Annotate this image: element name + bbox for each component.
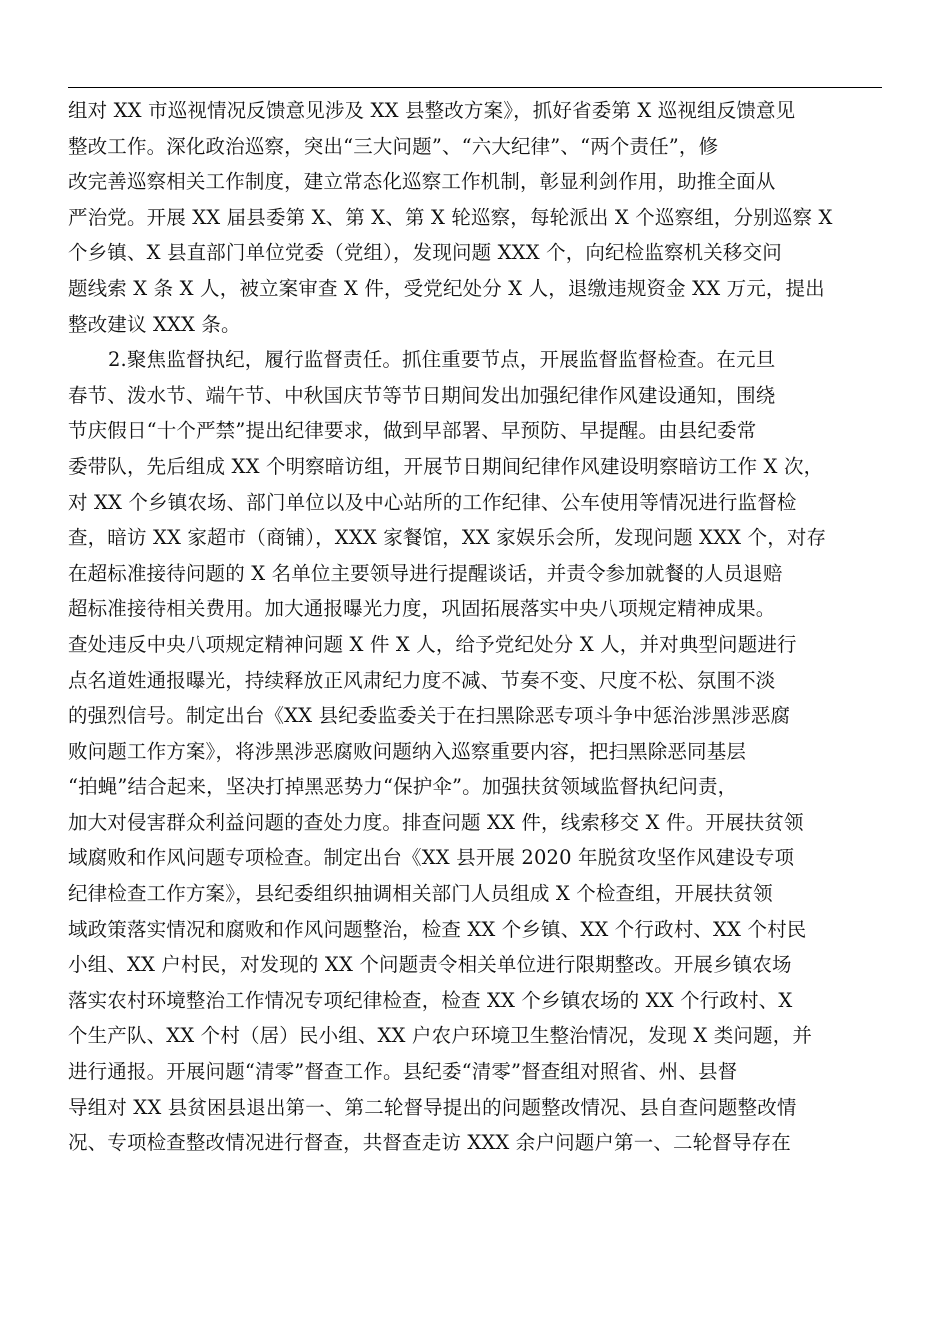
text-line: 委带队，先后组成 XX 个明察暗访组，开展节日期间纪律作风建设明察暗访工作 X 次，	[68, 454, 824, 478]
text-line: “拍蝇”结合起来，坚决打掉黑恶势力“保护伞”。加强扶贫领域监督执纪问责，	[68, 775, 738, 799]
text-line: 加大对侵害群众利益问题的查处力度。排查问题 XX 件，线索移交 X 件。开展扶贫领	[68, 810, 804, 834]
text-line: 小组、XX 户村民，对发现的 XX 个问题责令相关单位进行限期整改。开展乡镇农场	[68, 953, 792, 977]
text-line: 进行通报。开展问题“清零”督查工作。县纪委“清零”督查组对照省、州、县督	[68, 1060, 738, 1084]
text-line: 题线索 X 条 X 人，被立案审查 X 件，受党纪处分 X 人，退缴违规资金 XX 万元，提出	[68, 276, 825, 300]
text-line: 域政策落实情况和腐败和作风问题整治，检查 XX 个乡镇、XX 个行政村、XX 个村民	[68, 917, 807, 941]
text-line: 点名道姓通报曝光，持续释放正风肃纪力度不减、节奏不变、尺度不松、氛围不淡	[68, 668, 776, 692]
document-body	[68, 93, 898, 1161]
text-line: 对 XX 个乡镇农场、部门单位以及中心站所的工作纪律、公车使用等情况进行监督检	[68, 490, 797, 514]
text-line: 落实农村环境整治工作情况专项纪律检查，检查 XX 个乡镇农场的 XX 个行政村、X	[68, 988, 793, 1012]
text-line: 2.聚焦监督执纪，履行监督责任。抓住重要节点，开展监督监督检查。在元旦	[108, 348, 776, 372]
text-line: 春节、泼水节、端午节、中秋国庆节等节日期间发出加强纪律作风建设通知，围绕	[68, 383, 776, 407]
text-line: 况、专项检查整改情况进行督查，共督查走访 XXX 余户问题户第一、二轮督导存在	[68, 1131, 791, 1155]
text-line: 纪律检查工作方案》，县纪委组织抽调相关部门人员组成 X 个检查组，开展扶贫领	[68, 882, 773, 906]
header-rule	[68, 87, 882, 88]
text-line: 超标准接待相关费用。加大通报曝光力度，巩固拓展落实中央八项规定精神成果。	[68, 597, 776, 621]
text-line: 组对 XX 市巡视情况反馈意见涉及 XX 县整改方案》，抓好省委第 X 巡视组反馈意见	[68, 99, 796, 122]
text-line: 个乡镇、X 县直部门单位党委（党组），发现问题 XXX 个，向纪检监察机关移交问	[68, 241, 782, 265]
text-line: 个生产队、XX 个村（居）民小组、XX 户农户环境卫生整治情况，发现 X 类问题，并	[68, 1024, 813, 1048]
text-line: 域腐败和作风问题专项检查。制定出台《XX 县开展 2020 年脱贫攻坚作风建设专项	[68, 846, 795, 870]
text-line: 查处违反中央八项规定精神问题 X 件 X 人，给予党纪处分 X 人，并对典型问题进行	[68, 632, 797, 656]
text-line: 查，暗访 XX 家超市（商铺），XXX 家餐馆，XX 家娱乐会所，发现问题 XXX 个，对存	[68, 526, 827, 550]
text-line: 败问题工作方案》，将涉黑涉恶腐败问题纳入巡察重要内容，把扫黑除恶同基层	[68, 739, 747, 763]
text-line: 节庆假日“十个严禁”提出纪律要求，做到早部署、早预防、早提醒。由县纪委常	[68, 419, 757, 443]
text-line: 的强烈信号。制定出台《XX 县纪委监委关于在扫黑除恶专项斗争中惩治涉黑涉恶腐	[68, 704, 791, 728]
text-line: 严治党。开展 XX 届县委第 X、第 X、第 X 轮巡察，每轮派出 X 个巡察组，分别巡察 X	[68, 205, 833, 229]
text-line: 导组对 XX 县贫困县退出第一、第二轮督导提出的问题整改情况、县自查问题整改情	[68, 1095, 797, 1119]
text-line: 在超标准接待问题的 X 名单位主要领导进行提醒谈话，并责令参加就餐的人员退赔	[68, 561, 783, 585]
paragraph-1	[68, 93, 898, 342]
text-line: 整改建议 XXX 条。	[68, 312, 241, 336]
paragraph-2	[68, 342, 898, 1161]
text-line: 整改工作。深化政治巡察，突出“三大问题”、“六大纪律”、“两个责任”，修	[68, 134, 719, 158]
text-line: 改完善巡察相关工作制度，建立常态化巡察工作机制，彰显利剑作用，助推全面从	[68, 170, 776, 194]
